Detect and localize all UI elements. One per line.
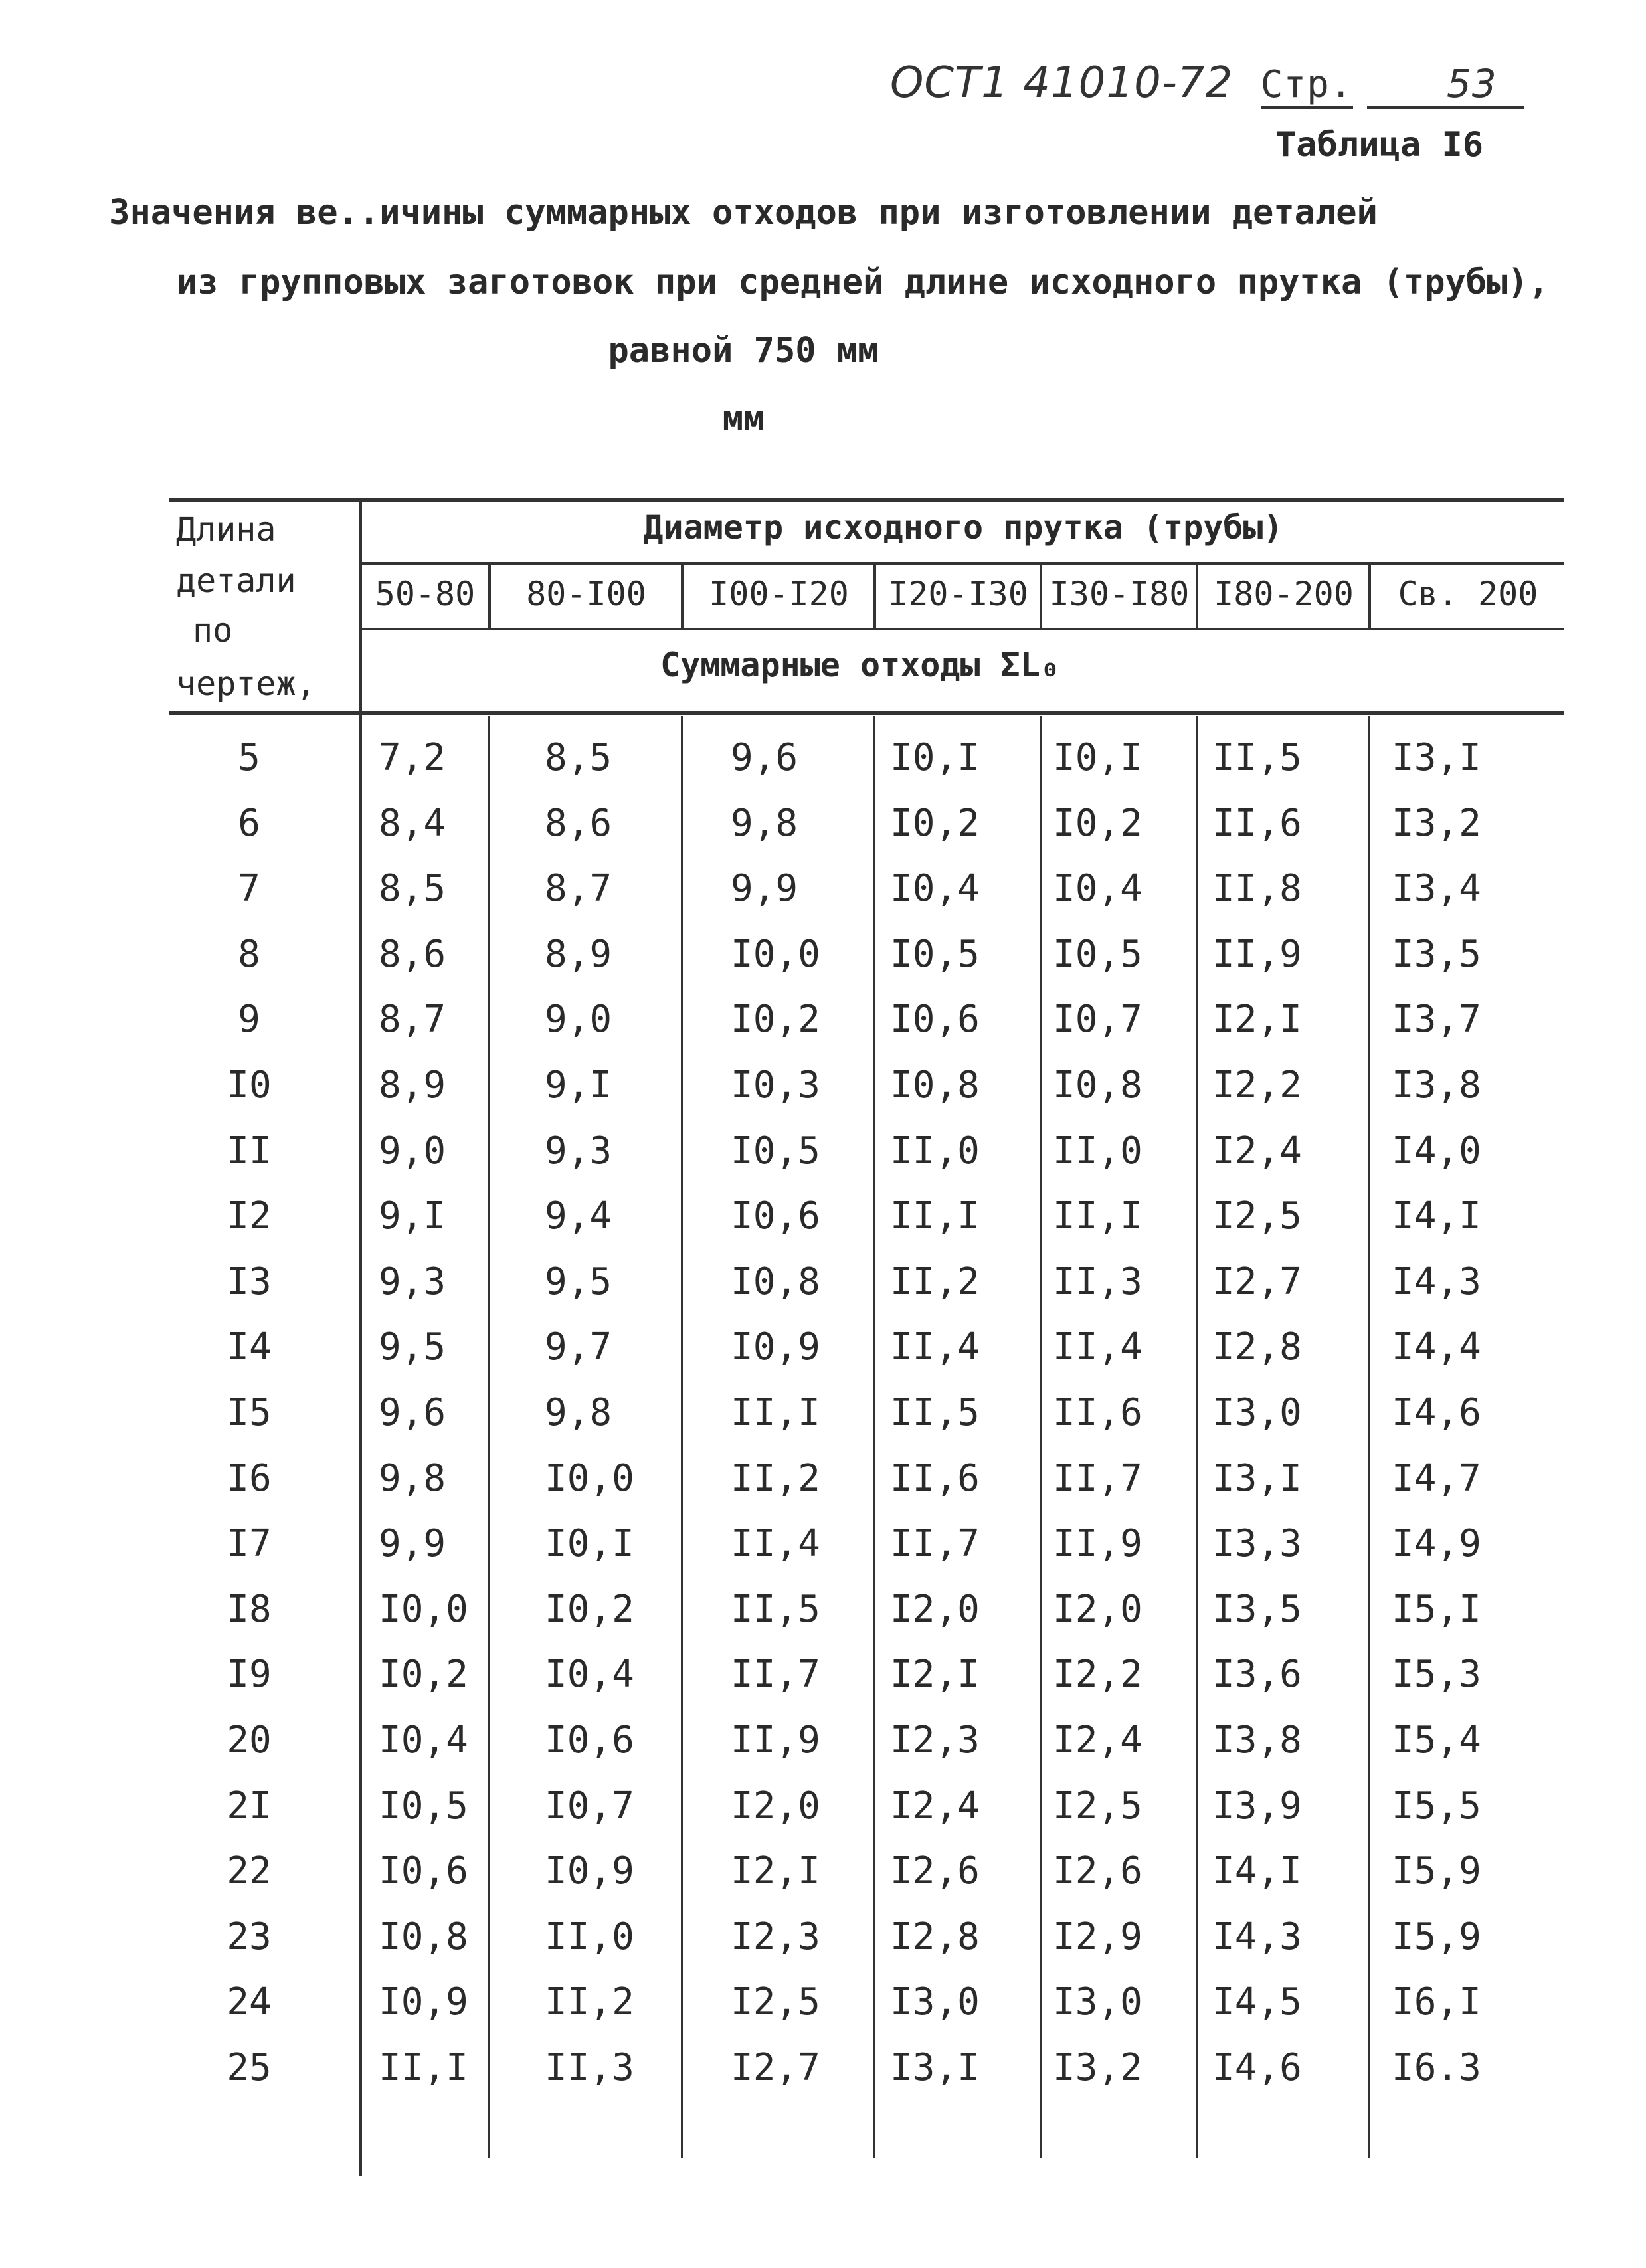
waste-value-cell: I3,5 [1212,1588,1302,1631]
col-divider-h1 [488,563,491,630]
waste-value-cell: I3,0 [1212,1391,1302,1434]
waste-value-cell: I0,7 [545,1784,634,1828]
waste-value-cell: I3,I [1212,1457,1302,1500]
waste-value-cell: I3,4 [1392,867,1481,910]
detail-length-cell: I5 [227,1391,272,1434]
column-header-4: I20-I30 [888,575,1028,613]
waste-value-cell: II,6 [1212,802,1302,845]
title-line-3: равной 750 мм [608,331,879,371]
waste-value-cell: I4,4 [1392,1325,1481,1369]
waste-value-cell: I2,6 [1053,1849,1143,1893]
detail-length-cell: I2 [227,1194,272,1238]
waste-value-cell: 8,6 [379,933,446,976]
waste-value-cell: I5,3 [1392,1653,1481,1696]
waste-value-cell: I2,6 [890,1849,980,1893]
waste-value-cell: 8,9 [545,933,612,976]
waste-value-cell: 9,I [379,1194,446,1238]
waste-value-cell: 8,5 [545,736,612,779]
waste-value-cell: I0,0 [731,933,820,976]
header-bottom-border [169,711,1564,715]
waste-value-cell: 9,I [545,1064,612,1107]
waste-value-cell: I3,I [890,2046,980,2089]
waste-value-cell: II,7 [731,1653,820,1696]
waste-value-cell: I0,7 [1053,998,1143,1041]
waste-value-cell: I2,2 [1212,1064,1302,1107]
waste-value-cell: I2,5 [1212,1194,1302,1238]
waste-value-cell: 9,3 [379,1260,446,1303]
col-divider-1 [488,716,490,2158]
waste-value-cell: II,I [379,2046,468,2089]
table-top-border [169,498,1564,502]
waste-value-cell: I0,9 [379,1980,468,2024]
waste-value-cell: I0,2 [890,802,980,845]
waste-value-cell: I3,5 [1392,933,1481,976]
waste-value-cell: II,9 [731,1719,820,1762]
waste-value-cell: I3,7 [1392,998,1481,1041]
waste-value-cell: I2,5 [1053,1784,1143,1828]
row-header-line-3: по [193,611,233,650]
waste-value-cell: I4,0 [1392,1129,1481,1173]
detail-length-cell: I0 [227,1064,272,1107]
waste-value-cell: 9,8 [731,802,798,845]
waste-value-cell: I0,9 [731,1325,820,1369]
col-divider-h6 [1368,563,1371,630]
waste-value-cell: I3,0 [890,1980,980,2024]
col-divider-3 [873,716,875,2158]
detail-length-cell: 8 [238,933,260,976]
waste-value-cell: I0,6 [731,1194,820,1238]
detail-length-cell: I8 [227,1588,272,1631]
title-line-2: из групповых заготовок при средней длине исходного прутка (трубы), [176,262,1550,302]
waste-value-cell: II,0 [545,1915,634,1958]
row-header-line-2: детали [176,561,296,600]
waste-value-cell: 9,0 [379,1129,446,1173]
waste-value-cell: I2,0 [890,1588,980,1631]
col-divider-h3 [873,563,876,630]
waste-value-cell: I3,0 [1053,1980,1143,2024]
waste-value-cell: I0,8 [731,1260,820,1303]
waste-value-cell: I3,6 [1212,1653,1302,1696]
row-header-divider [359,502,362,2176]
col-divider-h5 [1196,563,1198,630]
waste-value-cell: II,2 [890,1260,980,1303]
waste-value-cell: 9,6 [379,1391,446,1434]
waste-value-cell: 8,4 [379,802,446,845]
waste-value-cell: I0,5 [731,1129,820,1173]
waste-value-cell: I0,I [1053,736,1143,779]
detail-length-cell: 20 [227,1719,272,1762]
waste-value-cell: II,0 [890,1129,980,1173]
waste-value-cell: I0,5 [379,1784,468,1828]
detail-length-cell: 22 [227,1849,272,1893]
waste-value-cell: I2,4 [1053,1719,1143,1762]
waste-value-cell: II,4 [890,1325,980,1369]
waste-value-cell: 9,0 [545,998,612,1041]
row-header-line-4: чертеж, [176,664,316,703]
waste-value-cell: I2,0 [731,1784,820,1828]
detail-length-cell: 5 [238,736,260,779]
waste-value-cell: II,5 [890,1391,980,1434]
waste-value-cell: I0,5 [890,933,980,976]
waste-value-cell: I2,3 [731,1915,820,1958]
waste-value-cell: II,5 [1212,736,1302,779]
waste-value-cell: I0,0 [545,1457,634,1500]
column-header-3: I00-I20 [709,575,849,613]
column-header-2: 80-I00 [526,575,646,613]
waste-value-cell: 9,4 [545,1194,612,1238]
waste-value-cell: II,4 [1053,1325,1143,1369]
waste-value-cell: I4,5 [1212,1980,1302,2024]
waste-value-cell: I0,I [890,736,980,779]
waste-value-cell: 9,6 [731,736,798,779]
waste-value-cell: I0,6 [545,1719,634,1762]
waste-value-cell: I2,0 [1053,1588,1143,1631]
waste-value-cell: 9,9 [379,1522,446,1565]
waste-value-cell: I4,9 [1392,1522,1481,1565]
detail-length-cell: 2I [227,1784,272,1828]
column-header-7: Св. 200 [1398,575,1538,613]
waste-value-cell: 7,2 [379,736,446,779]
waste-value-cell: II,0 [1053,1129,1143,1173]
detail-length-cell: I3 [227,1260,272,1303]
waste-value-cell: I3,2 [1053,2046,1143,2089]
waste-value-cell: I0,6 [379,1849,468,1893]
waste-value-cell: I2,7 [731,2046,820,2089]
header-divider-2 [359,628,1564,630]
detail-length-cell: 25 [227,2046,272,2089]
waste-value-cell: I0,4 [1053,867,1143,910]
waste-value-cell: I3,2 [1392,802,1481,845]
waste-value-cell: II,6 [890,1457,980,1500]
col-divider-2 [681,716,683,2158]
detail-length-cell: 23 [227,1915,272,1958]
waste-value-cell: I0,0 [379,1588,468,1631]
waste-value-cell: I0,8 [1053,1064,1143,1107]
waste-value-cell: I3,3 [1212,1522,1302,1565]
waste-value-cell: I5,I [1392,1588,1481,1631]
waste-value-cell: I0,I [545,1522,634,1565]
waste-value-cell: II,8 [1212,867,1302,910]
waste-value-cell: 9,5 [379,1325,446,1369]
waste-value-cell: II,3 [1053,1260,1143,1303]
waste-value-cell: 9,3 [545,1129,612,1173]
waste-value-cell: I3,8 [1392,1064,1481,1107]
waste-value-cell: II,9 [1053,1522,1143,1565]
waste-value-cell: II,4 [731,1522,820,1565]
waste-value-cell: I5,9 [1392,1849,1481,1893]
waste-value-cell: I0,4 [890,867,980,910]
waste-value-cell: I2,9 [1053,1915,1143,1958]
detail-length-cell: I9 [227,1653,272,1696]
waste-value-cell: I4,6 [1392,1391,1481,1434]
waste-value-cell: I0,4 [379,1719,468,1762]
waste-value-cell: I0,2 [379,1653,468,1696]
waste-value-cell: I3,9 [1212,1784,1302,1828]
waste-value-cell: I6,I [1392,1980,1481,2024]
waste-value-cell: II,I [1053,1194,1143,1238]
waste-value-cell: II,2 [545,1980,634,2024]
waste-value-cell: I0,4 [545,1653,634,1696]
waste-value-cell: 8,7 [545,867,612,910]
waste-value-cell: I6.3 [1392,2046,1481,2089]
waste-value-cell: II,I [731,1391,820,1434]
waste-value-cell: I3,8 [1212,1719,1302,1762]
waste-value-cell: I2,7 [1212,1260,1302,1303]
waste-value-cell: I2,3 [890,1719,980,1762]
waste-value-cell: 8,5 [379,867,446,910]
diameter-header: Диаметр исходного прутка (трубы) [643,508,1283,547]
waste-value-cell: II,6 [1053,1391,1143,1434]
column-header-1: 50-80 [375,575,476,613]
page-label: Стр. [1261,63,1353,109]
waste-value-cell: I0,2 [1053,802,1143,845]
waste-value-cell: II,I [890,1194,980,1238]
title-line-1: Значения ве..ичины суммарных отходов при изготовлении деталей [109,193,1378,233]
total-waste-subheader: Суммарные отходы ΣL₀ [660,646,1061,684]
detail-length-cell: 7 [238,867,260,910]
waste-value-cell: II,9 [1212,933,1302,976]
detail-length-cell: I6 [227,1457,272,1500]
col-divider-4 [1040,716,1042,2158]
title-unit: мм [722,399,765,438]
waste-value-cell: I3,I [1392,736,1481,779]
column-header-5: I30-I80 [1049,575,1190,613]
col-divider-6 [1368,716,1370,2158]
waste-value-cell: II,3 [545,2046,634,2089]
waste-value-cell: I4,3 [1392,1260,1481,1303]
detail-length-cell: II [227,1129,272,1173]
col-divider-h4 [1040,563,1042,630]
waste-value-cell: I2,5 [731,1980,820,2024]
waste-value-cell: I0,2 [545,1588,634,1631]
document-code [890,58,1524,108]
waste-value-cell: 9,7 [545,1325,612,1369]
waste-value-cell: I0,8 [379,1915,468,1958]
col-divider-5 [1196,716,1198,2158]
document-code-text: ОСТ1 41010-72 [890,58,1234,108]
waste-value-cell: I5,5 [1392,1784,1481,1828]
waste-value-cell: I0,8 [890,1064,980,1107]
waste-value-cell: I2,I [731,1849,820,1893]
waste-value-cell: I5,9 [1392,1915,1481,1958]
detail-length-cell: 9 [238,998,260,1041]
table-label: Таблица I6 [1275,125,1484,165]
waste-value-cell: I4,6 [1212,2046,1302,2089]
waste-value-cell: I0,2 [731,998,820,1041]
waste-value-cell: I5,4 [1392,1719,1481,1762]
waste-value-cell: I2,4 [890,1784,980,1828]
col-divider-h2 [681,563,684,630]
waste-value-cell: 8,6 [545,802,612,845]
waste-value-cell: I2,I [890,1653,980,1696]
waste-value-cell: I2,2 [1053,1653,1143,1696]
waste-value-cell: I2,4 [1212,1129,1302,1173]
detail-length-cell: I4 [227,1325,272,1369]
detail-length-cell: 6 [238,802,260,845]
page-number: 53 [1367,61,1524,109]
column-header-6: I80-200 [1214,575,1354,613]
waste-value-cell: I0,6 [890,998,980,1041]
waste-value-cell: 9,8 [545,1391,612,1434]
waste-value-cell: I0,9 [545,1849,634,1893]
waste-value-cell: 9,8 [379,1457,446,1500]
waste-value-cell: 9,9 [731,867,798,910]
waste-value-cell: I4,I [1212,1849,1302,1893]
waste-value-cell: I2,8 [1212,1325,1302,1369]
waste-value-cell: I4,7 [1392,1457,1481,1500]
waste-value-cell: I2,8 [890,1915,980,1958]
waste-value-cell: 8,9 [379,1064,446,1107]
waste-value-cell: II,7 [1053,1457,1143,1500]
waste-value-cell: 9,5 [545,1260,612,1303]
waste-value-cell: I2,I [1212,998,1302,1041]
waste-value-cell: II,2 [731,1457,820,1500]
header-divider-1 [359,562,1564,565]
waste-value-cell: 8,7 [379,998,446,1041]
waste-value-cell: I4,3 [1212,1915,1302,1958]
waste-value-cell: II,7 [890,1522,980,1565]
waste-value-cell: I4,I [1392,1194,1481,1238]
detail-length-cell: 24 [227,1980,272,2024]
waste-value-cell: I0,5 [1053,933,1143,976]
waste-value-cell: II,5 [731,1588,820,1631]
row-header-line-1: Длина [176,510,276,549]
detail-length-cell: I7 [227,1522,272,1565]
waste-value-cell: I0,3 [731,1064,820,1107]
